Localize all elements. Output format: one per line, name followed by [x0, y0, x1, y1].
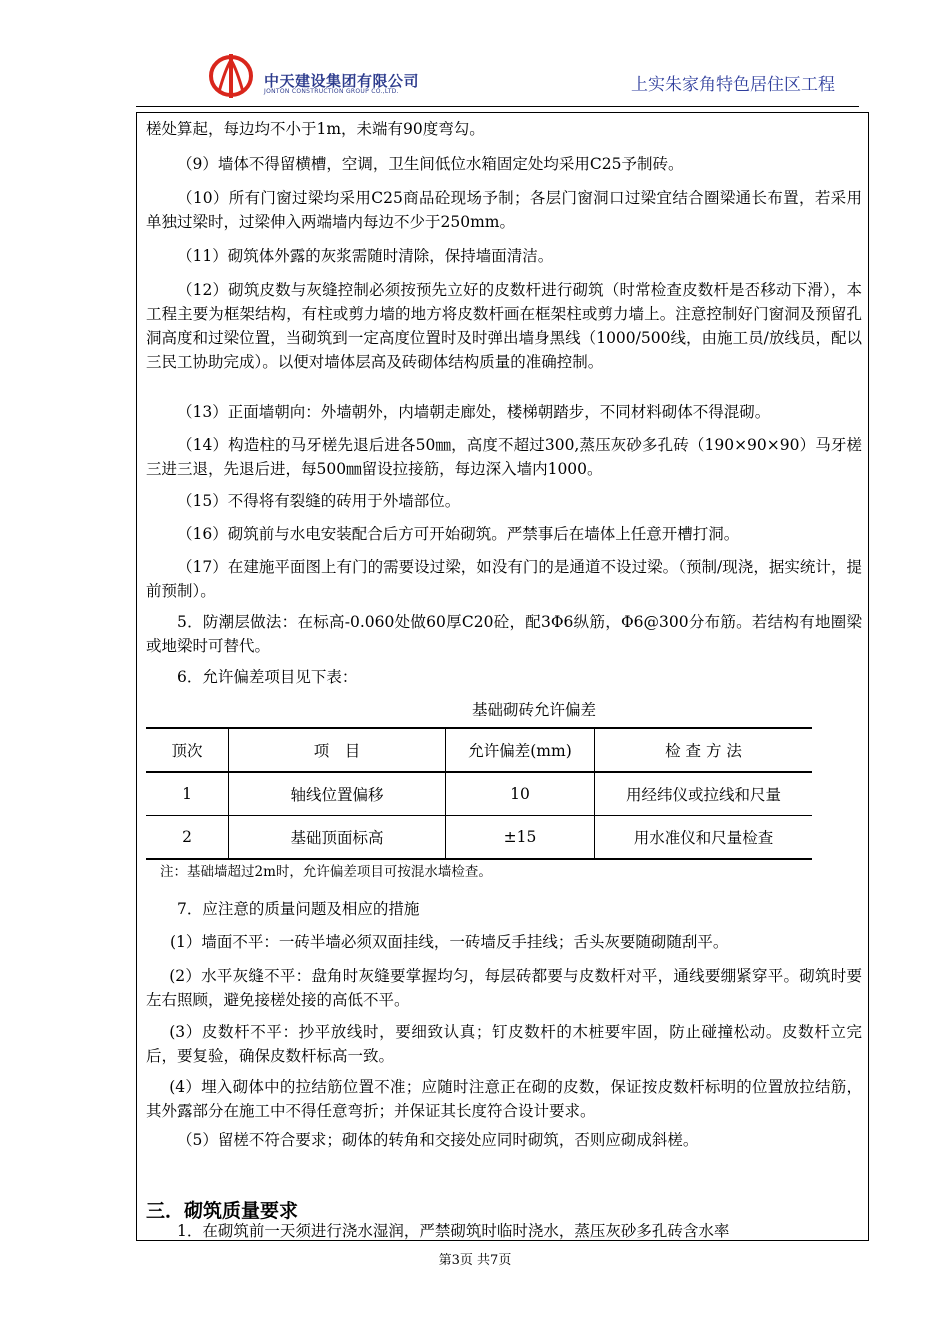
- table-header-cell: 顶次: [146, 728, 229, 772]
- table-caption: 基础砌砖允许偏差: [472, 701, 597, 719]
- table-cell: 用经纬仪或拉线和尺量: [595, 772, 813, 816]
- header-rule-top: [136, 106, 859, 107]
- section-3-heading: 三．砌筑质量要求: [146, 1200, 299, 1222]
- table-header-cell: 允许偏差(mm): [446, 728, 595, 772]
- table-note: 注：基础墙超过2m时，允许偏差项目可按混水墙检查。: [160, 864, 492, 880]
- table-cell: 1: [146, 772, 229, 816]
- item-10: （10）所有门窗过梁均采用C25商品砼现场予制；各层门窗洞口过梁宜结合圈梁通长布置，若采用单独过梁时，过梁伸入两端墙内每边不少于250mm。: [146, 189, 862, 231]
- section-5: 5．防潮层做法：在标高-0.060处做60厚C20砼，配3Φ6纵筋，Φ6@300分布筋。若结构有地圈梁或地梁时可替代。: [146, 613, 862, 655]
- item-12: （12）砌筑皮数与灰缝控制必须按预先立好的皮数杆进行砌筑（时常检查皮数杆是否移动下滑），本工程主要为框架结构，有柱或剪力墙的地方将皮数杆画在框架柱或剪力墙上。注意控制好门窗洞及预留孔洞高度和过梁位置，当砌筑到一定高度位置时及时弹出墙身黑线（1000/500线，由施工员/放线员，配以三民工协助完成）。以便对墙体层高及砖砌体结构质量的准确控制。: [146, 281, 862, 371]
- quality-item-1: (1）墙面不平：一砖半墙必须双面挂线，一砖墙反手挂线；舌头灰要随砌随刮平。: [170, 933, 729, 951]
- company-name-en: JONTON CONSTRUCTION GROUP CO.,LTD.: [264, 88, 399, 95]
- table-cell: 用水准仪和尺量检查: [595, 816, 813, 860]
- paragraph-continued: 槎处算起，每边均不小于1m，未端有90度弯勾。: [146, 120, 485, 138]
- section-7: 7．应注意的质量问题及相应的措施: [177, 900, 420, 918]
- page-number: 第3页 共7页: [438, 1253, 512, 1268]
- item-14: （14）构造柱的马牙槎先退后进各50㎜，高度不超过300,蒸压灰砂多孔砖（190×90×90）马牙槎三进三退，先退后进，每500㎜留设拉接筋，每边深入墙内1000。: [146, 436, 862, 478]
- table-cell: 2: [146, 816, 229, 860]
- company-name-cn: 中天建设集团有限公司: [264, 72, 420, 90]
- table-row: [146, 816, 812, 860]
- tolerance-table: [146, 727, 812, 860]
- table-cell: 轴线位置偏移: [229, 772, 446, 816]
- item-13: （13）正面墙朝向：外墙朝外，内墙朝走廊处，楼梯朝踏步，不同材料砌体不得混砌。: [177, 403, 771, 421]
- table-cell: ±15: [446, 816, 595, 860]
- project-title: 上实朱家角特色居住区工程: [631, 75, 835, 95]
- table-cell: 10: [446, 772, 595, 816]
- item-16: （16）砌筑前与水电安装配合后方可开始砌筑。严禁事后在墙体上任意开槽打洞。: [177, 525, 740, 543]
- table-header-row: [146, 728, 812, 772]
- section-3-item-1: 1．在砌筑前一天须进行浇水湿润，严禁砌筑时临时浇水，蒸压灰砂多孔砖含水率: [177, 1222, 730, 1240]
- table-row: [146, 772, 812, 816]
- item-15: （15）不得将有裂缝的砖用于外墙部位。: [177, 492, 461, 510]
- item-11: （11）砌筑体外露的灰浆需随时清除，保持墙面清洁。: [177, 247, 554, 265]
- item-17: （17）在建施平面图上有门的需要设过梁，如没有门的是通道不设过梁。（预制/现浇，据实统计，提前预制）。: [146, 558, 862, 600]
- table-cell: 基础顶面标高: [229, 816, 446, 860]
- table-header-cell: 检 查 方 法: [595, 728, 813, 772]
- quality-item-5: （5）留槎不符合要求；砌体的转角和交接处应同时砌筑，否则应砌成斜槎。: [177, 1131, 699, 1149]
- quality-item-3: (3）皮数杆不平：抄平放线时，要细致认真；钉皮数杆的木桩要牢固，防止碰撞松动。皮数杆立完后，要复验，确保皮数杆标高一致。: [146, 1023, 862, 1065]
- section-6: 6．允许偏差项目见下表：: [177, 668, 358, 686]
- item-9: （9）墙体不得留横槽，空调，卫生间低位水箱固定处均采用C25予制砖。: [177, 155, 684, 173]
- quality-item-2: (2）水平灰缝不平：盘角时灰缝要掌握均匀，每层砖都要与皮数杆对平，通线要绷紧穿平。砌筑时要左右照顾，避免接槎处接的高低不平。: [146, 967, 862, 1009]
- table-header-cell: 项 目: [229, 728, 446, 772]
- quality-item-4: (4）埋入砌体中的拉结筋位置不准；应随时注意正在砌的皮数，保证按皮数杆标明的位置放拉结筋，其外露部分在施工中不得任意弯折；并保证其长度符合设计要求。: [146, 1078, 862, 1120]
